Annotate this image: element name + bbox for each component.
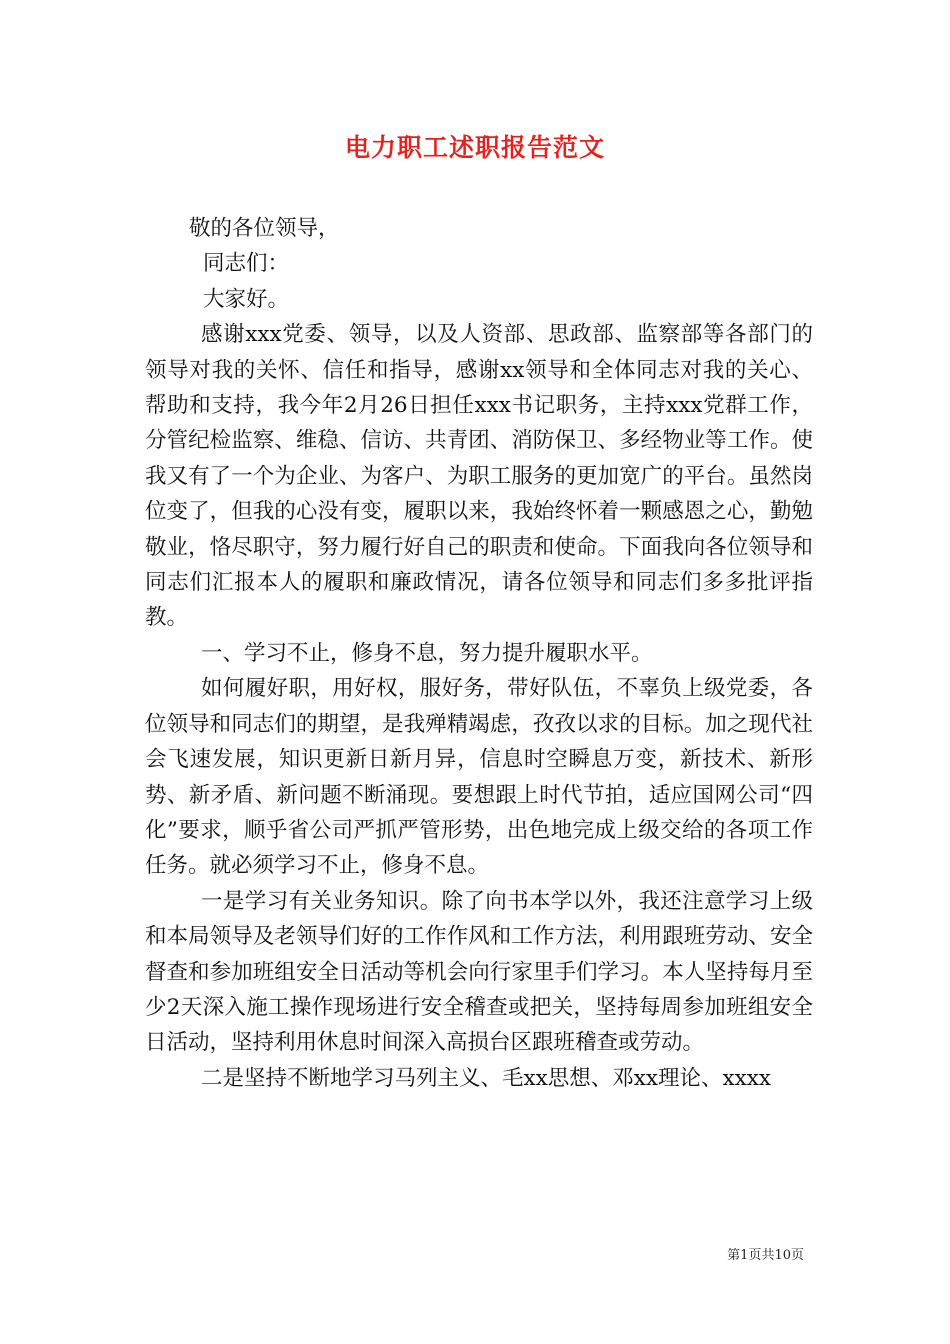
section-heading: 一、学习不止，修身不息，努力提升履职水平。: [201, 640, 653, 666]
page-footer: 第1页共10页: [727, 1248, 804, 1263]
paragraph: 感谢xxx党委、领导，以及人资部、思政部、监察部等各部门的领导对我的关怀、信任和指导，感谢xx领导和全体同志对我的关心、帮助和支持，我今年2月26日担任xxx书记职务，主持xxx党群工作，分管纪检监察、维稳、信访、共青团、消防保卫、多经物业等工作。使我又有了一个为企业、为客户、为职工服务的更加宽广的平台。虽然岗位变了，但我的心没有变，履职以来，我始终怀着一颗感恩之心，勤勉敬业，恪尽职守，努力履行好自己的职责和使命。下面我向各位领导和同志们汇报本人的履职和廉政情况，请各位领导和同志们多多批评指教。: [145, 322, 813, 631]
paragraph: 如何履好职，用好权，服好务，带好队伍，不辜负上级党委，各位领导和同志们的期望，是我殚精竭虑，孜孜以求的目标。加之现代社会飞速发展，知识更新日新月异，信息时空瞬息万变，新技术、新形势、新矛盾、新问题不断涌现。要想跟上时代节拍，适应国网公司“四化”要求，顺乎省公司严抓严管形势，出色地完成上级交给的各项工作任务。就必须学习不止，修身不息。: [145, 676, 813, 879]
paragraph: 二是坚持不断地学习马列主义、毛xx思想、邓xx理论、xxxx: [201, 1065, 772, 1091]
document-body: [145, 211, 813, 1096]
paragraph: 一是学习有关业务知识。除了向书本学以外，我还注意学习上级和本局领导及老领导们好的工作作风和工作方法，利用跟班劳动、安全督查和参加班组安全日活动等机会向行家里手们学习。本人坚持每月至少2天深入施工操作现场进行安全稽查或把关，坚持每周参加班组安全日活动，坚持利用休息时间深入高损台区跟班稽查或劳动。: [145, 888, 813, 1056]
greeting-hello: 大家好。: [203, 286, 290, 312]
greeting-comrades: 同志们：: [203, 251, 290, 277]
document-title: 电力职工述职报告范文: [344, 133, 605, 162]
salutation: 敬的各位领导，: [189, 216, 340, 241]
